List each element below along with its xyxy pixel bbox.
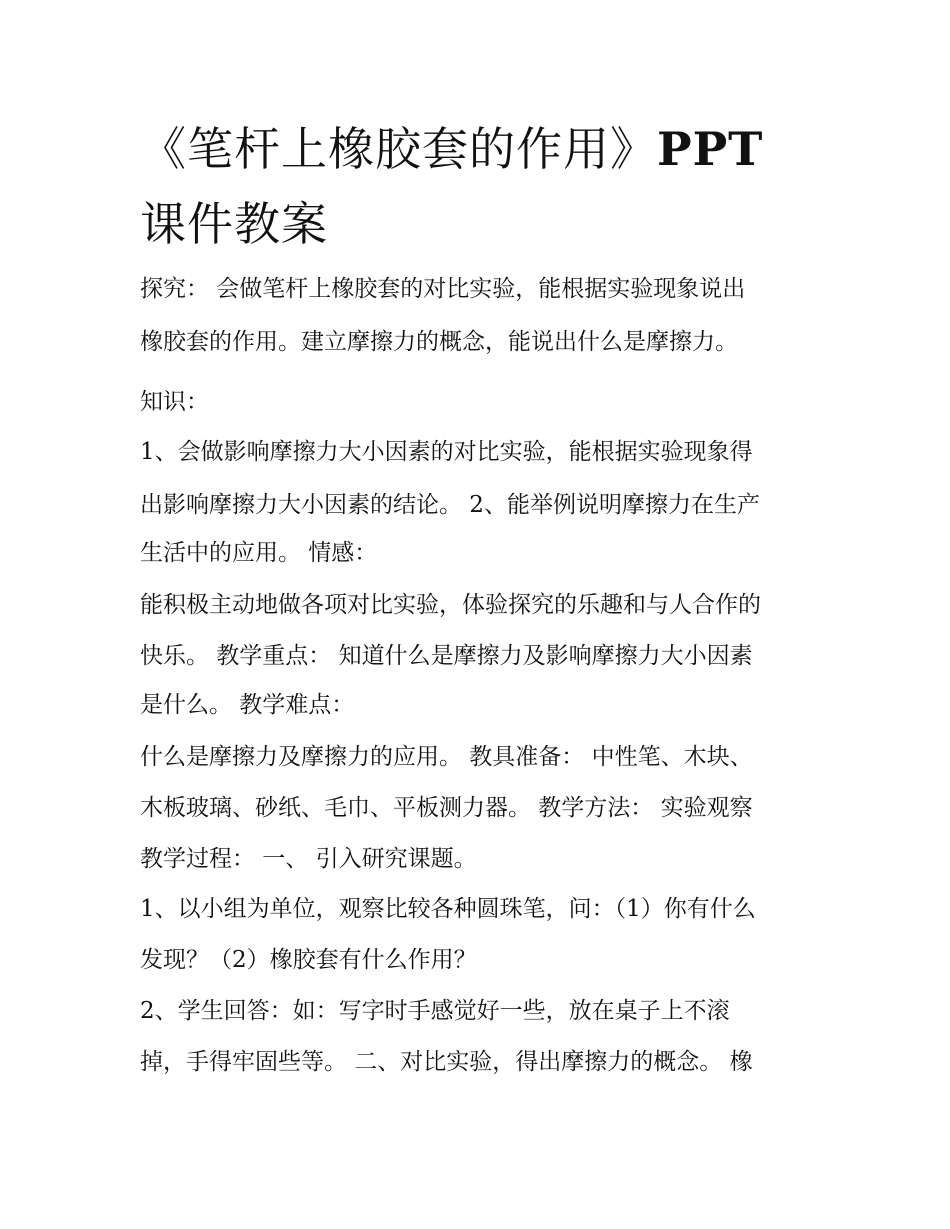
body-line: 2、学生回答：如：写字时手感觉好一些，放在桌子上不滚 — [140, 998, 730, 1024]
body-line: 什么是摩擦力及摩擦力的应用。 教具准备： 中性笔、木块、 — [140, 744, 753, 770]
title-chinese: 《笔杆上橡胶套的作用》 — [140, 122, 657, 176]
body-line: 掉，手得牢固些等。 二、对比实验，得出摩擦力的概念。 橡 — [140, 1049, 753, 1075]
body-line: 出影响摩擦力大小因素的结论。 2、能举例说明摩擦力在生产 — [140, 492, 760, 518]
document-title — [140, 112, 840, 262]
body-line: 探究： 会做笔杆上橡胶套的对比实验，能根据实验现象说出 — [140, 276, 746, 302]
body-line: 生活中的应用。 情感： — [140, 540, 378, 566]
body-line: 是什么。 教学难点： — [140, 692, 355, 718]
title-latin: PPT — [657, 122, 764, 176]
body-line: 快乐。 教学重点： 知道什么是摩擦力及影响摩擦力大小因素 — [140, 643, 753, 669]
body-line: 1、以小组为单位，观察比较各种圆珠笔，问：（1）你有什么 — [140, 896, 756, 922]
body-line: 发现？（2）橡胶套有什么作用？ — [140, 947, 477, 973]
title-line-2: 课件教案 — [140, 197, 328, 251]
body-line: 橡胶套的作用。建立摩擦力的概念，能说出什么是摩擦力。 — [140, 329, 738, 355]
body-line: 能积极主动地做各项对比实验，体验探究的乐趣和与人合作的 — [140, 592, 761, 618]
body-line: 知识： — [140, 389, 209, 415]
body-line: 木板玻璃、砂纸、毛巾、平板测力器。 教学方法： 实验观察 — [140, 795, 753, 821]
body-line: 1、会做影响摩擦力大小因素的对比实验，能根据实验现象得 — [140, 439, 753, 465]
body-line: 教学过程： 一、 引入研究课题。 — [140, 846, 477, 872]
